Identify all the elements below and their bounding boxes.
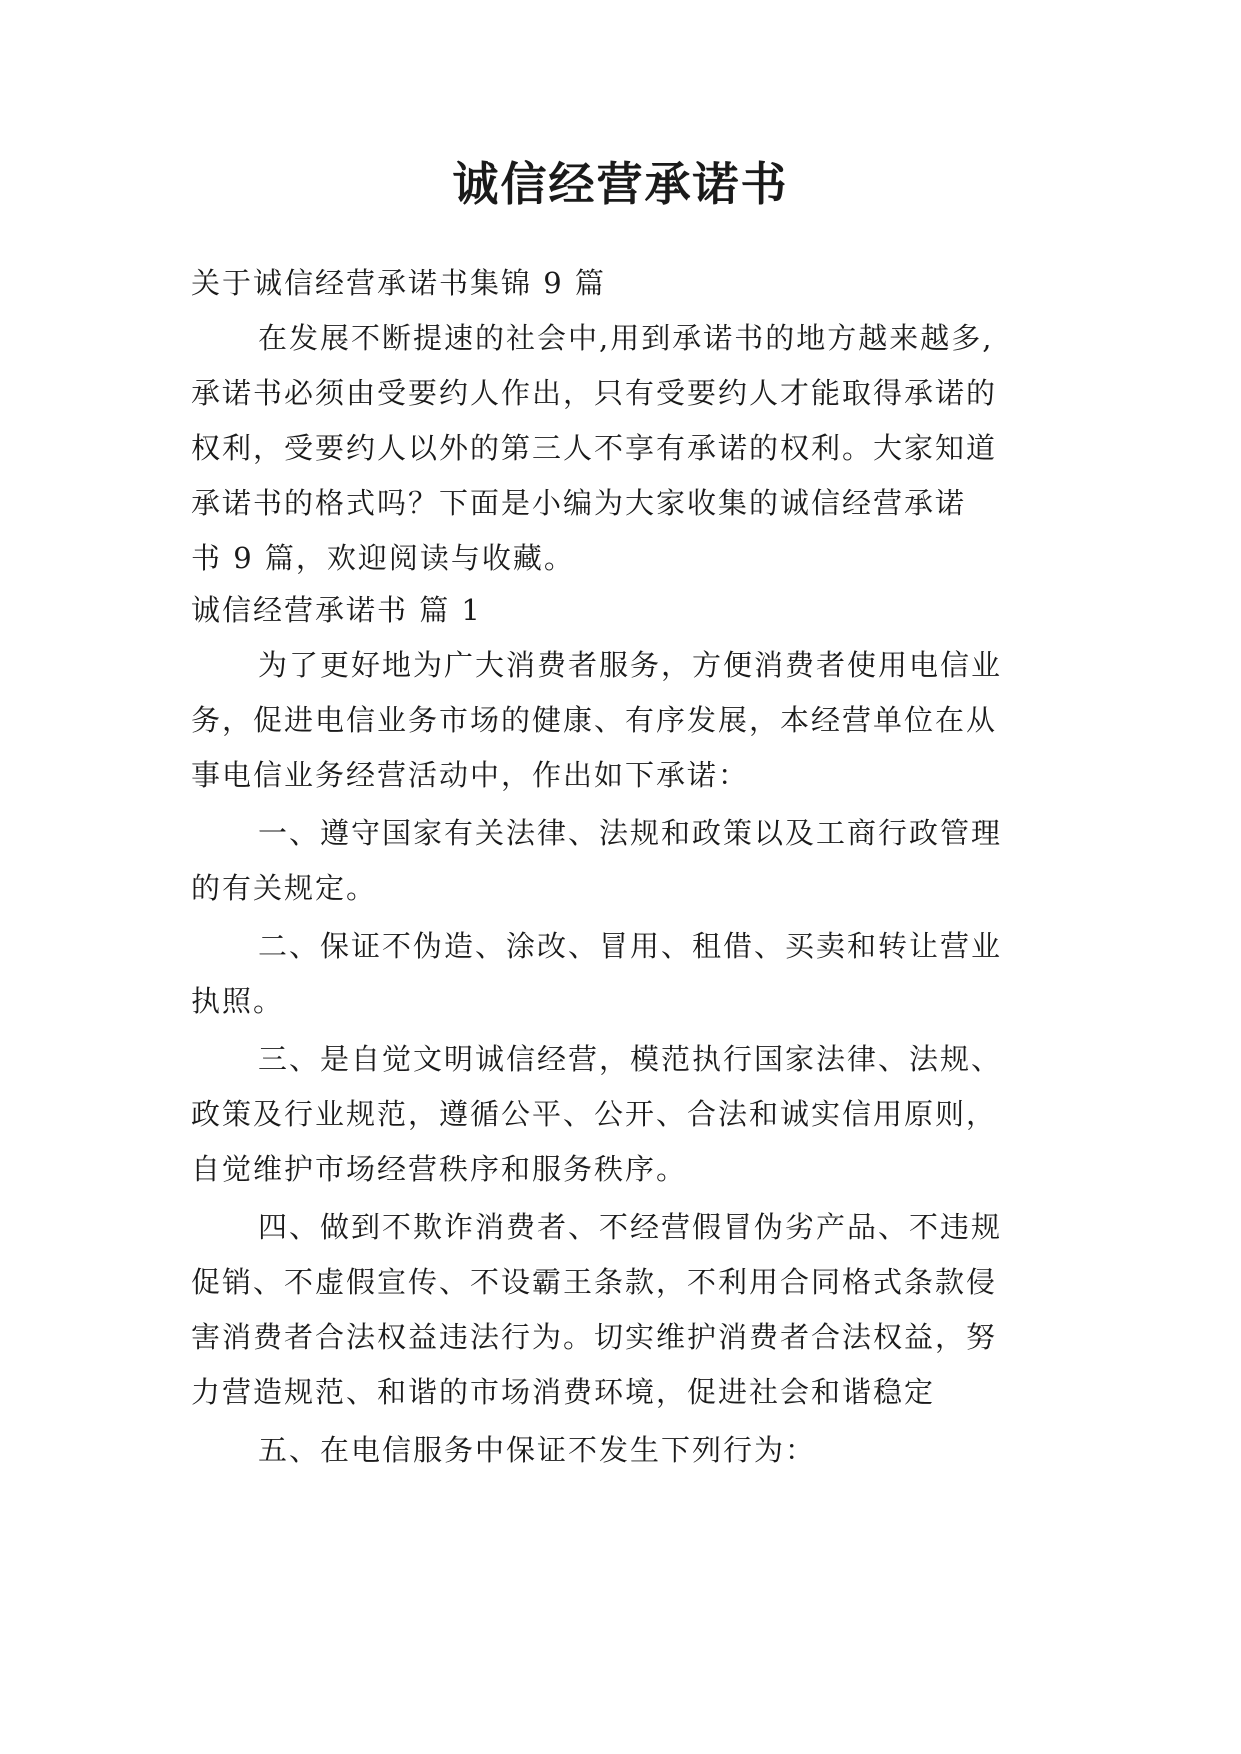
text-line: 书 9 篇，欢迎阅读与收藏。 bbox=[191, 541, 575, 575]
text-line: 的有关规定。 bbox=[191, 871, 378, 905]
text-line: 为了更好地为广大消费者服务，方便消费者使用电信业 bbox=[258, 648, 1003, 682]
text-line: 事电信业务经营活动中，作出如下承诺： bbox=[191, 758, 750, 792]
text-line: 促销、不虚假宣传、不设霸王条款，不利用合同格式条款侵 bbox=[191, 1265, 998, 1299]
text-line: 力营造规范、和谐的市场消费环境，促进社会和谐稳定 bbox=[191, 1375, 936, 1409]
text-line: 政策及行业规范，遵循公平、公开、合法和诚实信用原则， bbox=[191, 1097, 998, 1131]
text-line: 一、遵守国家有关法律、法规和政策以及工商行政管理 bbox=[258, 816, 1003, 850]
document-title: 诚信经营承诺书 bbox=[452, 157, 789, 211]
text-line: 自觉维护市场经营秩序和服务秩序。 bbox=[191, 1152, 688, 1186]
text-line: 执照。 bbox=[191, 984, 285, 1018]
text-line: 害消费者合法权益违法行为。切实维护消费者合法权益，努 bbox=[191, 1320, 998, 1354]
text-line: 承诺书的格式吗？下面是小编为大家收集的诚信经营承诺 bbox=[191, 486, 967, 520]
text-line: 权利，受要约人以外的第三人不享有承诺的权利。大家知道 bbox=[191, 431, 998, 465]
section-heading: 诚信经营承诺书 篇 1 bbox=[191, 593, 482, 627]
subtitle-line: 关于诚信经营承诺书集锦 9 篇 bbox=[191, 266, 606, 300]
text-line: 四、做到不欺诈消费者、不经营假冒伪劣产品、不违规 bbox=[258, 1210, 1003, 1244]
text-line: 五、在电信服务中保证不发生下列行为： bbox=[258, 1433, 817, 1467]
text-line: 在发展不断提速的社会中,用到承诺书的地方越来越多, bbox=[258, 321, 994, 355]
text-line: 承诺书必须由受要约人作出，只有受要约人才能取得承诺的 bbox=[191, 376, 998, 410]
text-line: 二、保证不伪造、涂改、冒用、租借、买卖和转让营业 bbox=[258, 929, 1003, 963]
text-line: 务，促进电信业务市场的健康、有序发展，本经营单位在从 bbox=[191, 703, 998, 737]
text-line: 三、是自觉文明诚信经营，模范执行国家法律、法规、 bbox=[258, 1042, 1003, 1076]
